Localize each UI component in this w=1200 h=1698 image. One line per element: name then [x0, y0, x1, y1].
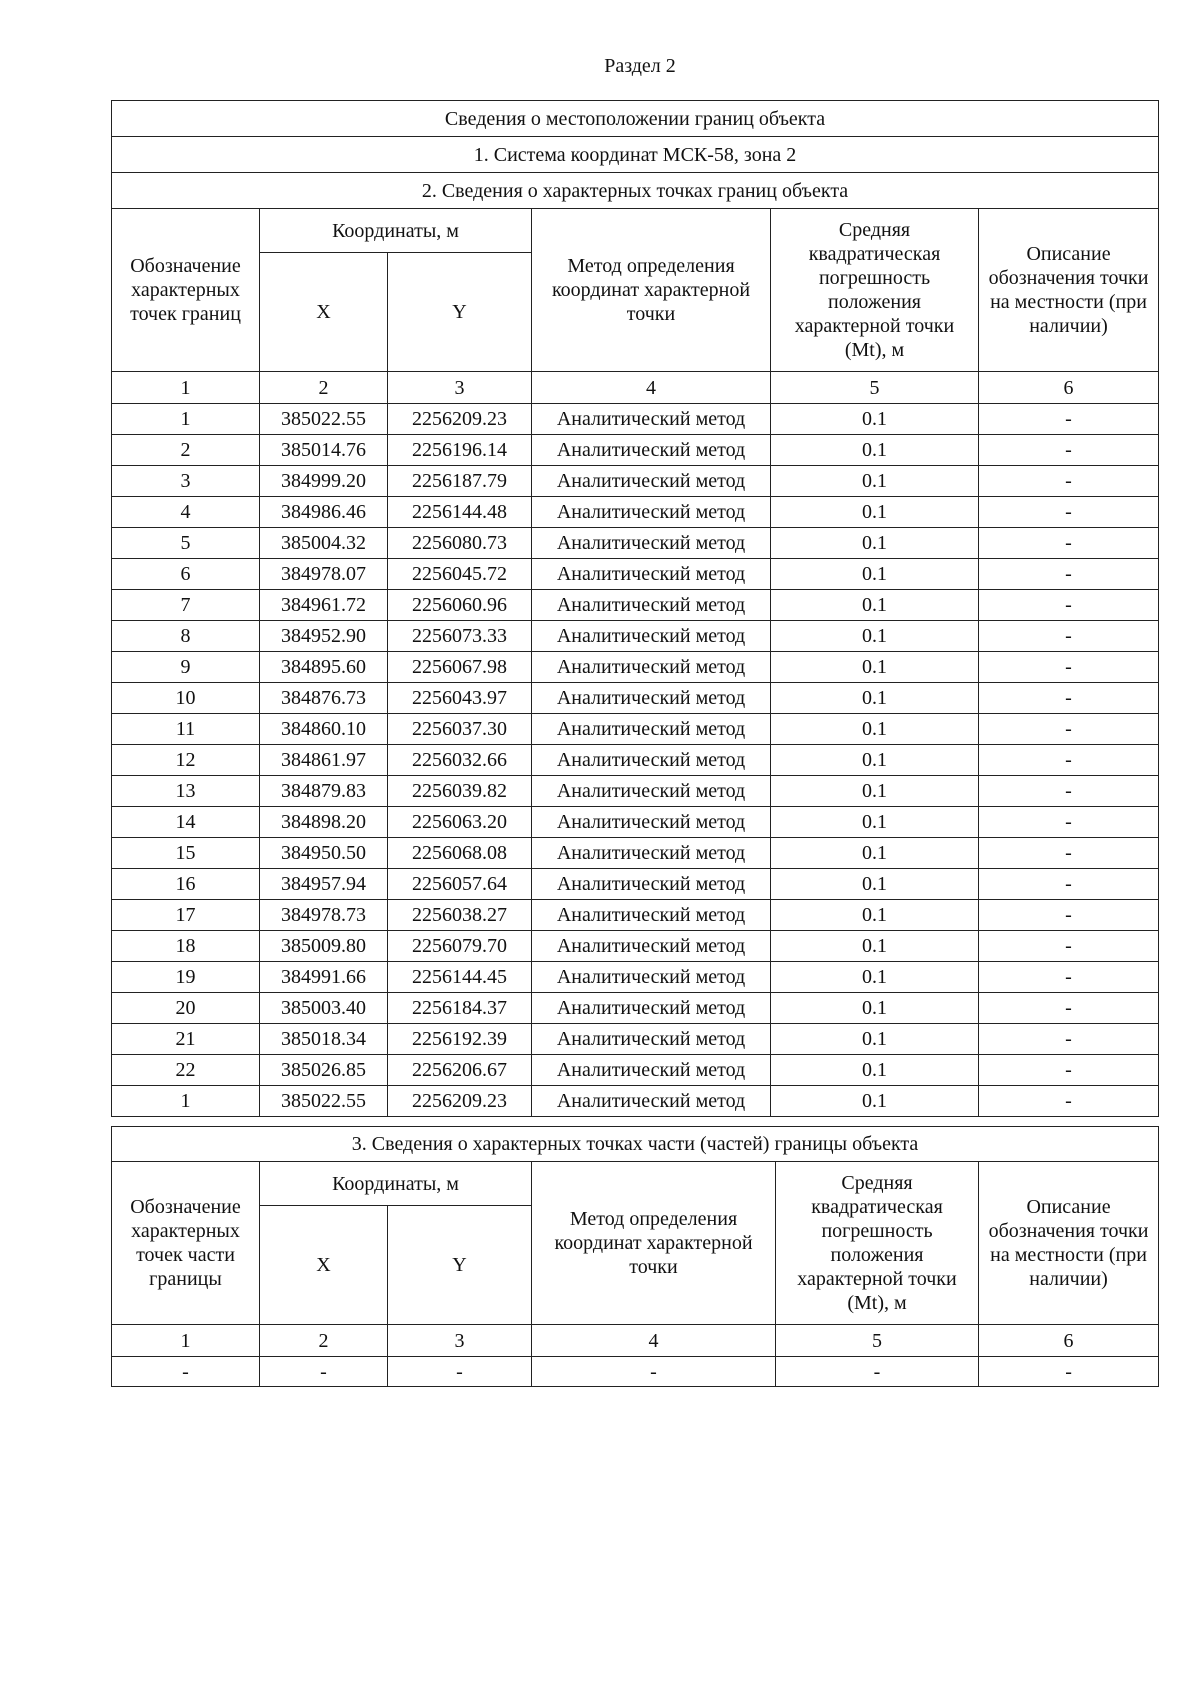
point-number: 7	[112, 590, 260, 621]
x-value: 384986.46	[260, 497, 388, 528]
method-value: Аналитический метод	[532, 590, 771, 621]
x-value: 385026.85	[260, 1055, 388, 1086]
col-description: Описание обозначения точки на местности (при наличии)	[979, 209, 1159, 372]
column-number-row	[112, 372, 1159, 404]
point-number: 19	[112, 962, 260, 993]
section-title: Раздел 2	[604, 55, 676, 77]
method-value: -	[532, 1357, 776, 1387]
description-value: -	[979, 1086, 1159, 1117]
point-number: 5	[112, 528, 260, 559]
mt-value: 0.1	[771, 776, 979, 807]
mt-value: 0.1	[771, 962, 979, 993]
point-number: 14	[112, 807, 260, 838]
y-value: 2256060.96	[388, 590, 532, 621]
y-value: 2256063.20	[388, 807, 532, 838]
mt-value: 0.1	[771, 652, 979, 683]
table-row	[112, 776, 1159, 807]
mt-value: 0.1	[771, 435, 979, 466]
method-value: Аналитический метод	[532, 776, 771, 807]
description-value: -	[979, 1055, 1159, 1086]
y-value: 2256079.70	[388, 931, 532, 962]
mt-value: 0.1	[771, 528, 979, 559]
col-coords: Координаты, м	[260, 209, 532, 253]
x-value: 385003.40	[260, 993, 388, 1024]
table-row	[112, 652, 1159, 683]
column-header-row	[112, 1162, 1159, 1206]
description-value: -	[979, 559, 1159, 590]
x-value: 384861.97	[260, 745, 388, 776]
subsection-3-title: 3. Сведения о характерных точках части (частей) границы объекта	[112, 1127, 1159, 1162]
col-number: 3	[388, 372, 532, 404]
y-value: 2256038.27	[388, 900, 532, 931]
description-value: -	[979, 590, 1159, 621]
mt-value: 0.1	[771, 745, 979, 776]
description-value: -	[979, 714, 1159, 745]
method-value: Аналитический метод	[532, 404, 771, 435]
table-row	[112, 466, 1159, 497]
mt-value: 0.1	[771, 621, 979, 652]
description-value: -	[979, 652, 1159, 683]
table-row	[112, 435, 1159, 466]
col-number: 1	[112, 1325, 260, 1357]
x-value: 384999.20	[260, 466, 388, 497]
description-value: -	[979, 869, 1159, 900]
table-row	[112, 1024, 1159, 1055]
method-value: Аналитический метод	[532, 683, 771, 714]
method-value: Аналитический метод	[532, 869, 771, 900]
x-value: 384898.20	[260, 807, 388, 838]
column-header-row	[112, 209, 1159, 253]
y-value: 2256192.39	[388, 1024, 532, 1055]
method-value: Аналитический метод	[532, 962, 771, 993]
col-number: 6	[979, 1325, 1159, 1357]
table-row	[112, 869, 1159, 900]
main-title: Сведения о местоположении границ объекта	[112, 101, 1159, 137]
method-value: Аналитический метод	[532, 900, 771, 931]
point-number: 8	[112, 621, 260, 652]
description-value: -	[979, 466, 1159, 497]
table-row	[112, 745, 1159, 776]
col-method: Метод определения координат характерной точки	[532, 209, 771, 372]
x-value: 385022.55	[260, 1086, 388, 1117]
point-number: 1	[112, 404, 260, 435]
col-number: 4	[532, 1325, 776, 1357]
method-value: Аналитический метод	[532, 1086, 771, 1117]
description-value: -	[979, 528, 1159, 559]
col-description: Описание обозначения точки на местности (при наличии)	[979, 1162, 1159, 1325]
x-value: 384952.90	[260, 621, 388, 652]
table-row	[112, 1086, 1159, 1117]
point-number: 12	[112, 745, 260, 776]
x-value: 384978.73	[260, 900, 388, 931]
y-value: 2256144.48	[388, 497, 532, 528]
point-number: 22	[112, 1055, 260, 1086]
mt-value: -	[776, 1357, 979, 1387]
table-row	[112, 807, 1159, 838]
mt-value: 0.1	[771, 466, 979, 497]
x-value: 384879.83	[260, 776, 388, 807]
description-value: -	[979, 497, 1159, 528]
mt-value: 0.1	[771, 1086, 979, 1117]
part-boundary-points-table	[111, 1126, 1159, 1387]
mt-value: 0.1	[771, 900, 979, 931]
col-y: Y	[388, 253, 532, 372]
subsection-2-title: 2. Сведения о характерных точках границ объекта	[112, 173, 1159, 209]
x-value: 384895.60	[260, 652, 388, 683]
method-value: Аналитический метод	[532, 621, 771, 652]
mt-value: 0.1	[771, 869, 979, 900]
x-value: 385022.55	[260, 404, 388, 435]
y-value: 2256080.73	[388, 528, 532, 559]
y-value: 2256144.45	[388, 962, 532, 993]
y-value: 2256043.97	[388, 683, 532, 714]
x-value: 384957.94	[260, 869, 388, 900]
table-row	[112, 1055, 1159, 1086]
y-value: 2256045.72	[388, 559, 532, 590]
y-value: 2256073.33	[388, 621, 532, 652]
point-number: 18	[112, 931, 260, 962]
method-value: Аналитический метод	[532, 1024, 771, 1055]
col-number: 3	[388, 1325, 532, 1357]
subsection-2-row	[112, 173, 1159, 209]
y-value: 2256039.82	[388, 776, 532, 807]
method-value: Аналитический метод	[532, 1055, 771, 1086]
description-value: -	[979, 807, 1159, 838]
point-number: -	[112, 1357, 260, 1387]
table-row	[112, 497, 1159, 528]
description-value: -	[979, 838, 1159, 869]
x-value: 385018.34	[260, 1024, 388, 1055]
method-value: Аналитический метод	[532, 714, 771, 745]
x-value: 384860.10	[260, 714, 388, 745]
col-method: Метод определения координат характерной точки	[532, 1162, 776, 1325]
col-x: X	[260, 253, 388, 372]
description-value: -	[979, 435, 1159, 466]
x-value: 384978.07	[260, 559, 388, 590]
col-number: 1	[112, 372, 260, 404]
method-value: Аналитический метод	[532, 528, 771, 559]
table-row	[112, 683, 1159, 714]
col-coords: Координаты, м	[260, 1162, 532, 1206]
point-number: 4	[112, 497, 260, 528]
point-number: 6	[112, 559, 260, 590]
description-value: -	[979, 776, 1159, 807]
main-title-row	[112, 101, 1159, 137]
mt-value: 0.1	[771, 559, 979, 590]
description-value: -	[979, 993, 1159, 1024]
col-number: 5	[776, 1325, 979, 1357]
mt-value: 0.1	[771, 1024, 979, 1055]
method-value: Аналитический метод	[532, 466, 771, 497]
point-number: 1	[112, 1086, 260, 1117]
y-value: 2256037.30	[388, 714, 532, 745]
y-value: 2256032.66	[388, 745, 532, 776]
point-number: 16	[112, 869, 260, 900]
point-number: 10	[112, 683, 260, 714]
description-value: -	[979, 1024, 1159, 1055]
method-value: Аналитический метод	[532, 838, 771, 869]
x-value: 385014.76	[260, 435, 388, 466]
y-value: 2256068.08	[388, 838, 532, 869]
coord-system: 1. Система координат МСК-58, зона 2	[112, 137, 1159, 173]
x-value: 385009.80	[260, 931, 388, 962]
table-row	[112, 528, 1159, 559]
method-value: Аналитический метод	[532, 745, 771, 776]
mt-value: 0.1	[771, 993, 979, 1024]
point-number: 3	[112, 466, 260, 497]
table-row	[112, 838, 1159, 869]
table-row	[112, 590, 1159, 621]
y-value: 2256206.67	[388, 1055, 532, 1086]
table-row	[112, 900, 1159, 931]
y-value: 2256187.79	[388, 466, 532, 497]
col-designation: Обозначение характерных точек границ	[112, 209, 260, 372]
table-row	[112, 931, 1159, 962]
point-number: 17	[112, 900, 260, 931]
point-number: 20	[112, 993, 260, 1024]
description-value: -	[979, 745, 1159, 776]
method-value: Аналитический метод	[532, 497, 771, 528]
y-value: 2256184.37	[388, 993, 532, 1024]
point-number: 15	[112, 838, 260, 869]
x-value: 384991.66	[260, 962, 388, 993]
mt-value: 0.1	[771, 497, 979, 528]
table-row	[112, 993, 1159, 1024]
description-value: -	[979, 1357, 1159, 1387]
table-row	[112, 559, 1159, 590]
mt-value: 0.1	[771, 807, 979, 838]
table-row	[112, 621, 1159, 652]
subsection-3-row	[112, 1127, 1159, 1162]
y-value: 2256057.64	[388, 869, 532, 900]
col-error: Средняя квадратическая погрешность положения характерной точки (Mt), м	[776, 1162, 979, 1325]
x-value: -	[260, 1357, 388, 1387]
y-value: 2256209.23	[388, 1086, 532, 1117]
col-designation-part: Обозначение характерных точек части границы	[112, 1162, 260, 1325]
table-row	[112, 962, 1159, 993]
column-number-row	[112, 1325, 1159, 1357]
table-row	[112, 1357, 1159, 1387]
y-value: 2256209.23	[388, 404, 532, 435]
mt-value: 0.1	[771, 1055, 979, 1086]
col-y: Y	[388, 1206, 532, 1325]
point-number: 9	[112, 652, 260, 683]
mt-value: 0.1	[771, 590, 979, 621]
description-value: -	[979, 683, 1159, 714]
description-value: -	[979, 962, 1159, 993]
col-number: 2	[260, 372, 388, 404]
method-value: Аналитический метод	[532, 931, 771, 962]
point-number: 11	[112, 714, 260, 745]
mt-value: 0.1	[771, 838, 979, 869]
point-number: 13	[112, 776, 260, 807]
method-value: Аналитический метод	[532, 652, 771, 683]
description-value: -	[979, 931, 1159, 962]
table-row	[112, 404, 1159, 435]
description-value: -	[979, 404, 1159, 435]
col-number: 4	[532, 372, 771, 404]
mt-value: 0.1	[771, 714, 979, 745]
method-value: Аналитический метод	[532, 993, 771, 1024]
description-value: -	[979, 621, 1159, 652]
method-value: Аналитический метод	[532, 807, 771, 838]
y-value: 2256196.14	[388, 435, 532, 466]
point-number: 2	[112, 435, 260, 466]
method-value: Аналитический метод	[532, 435, 771, 466]
x-value: 385004.32	[260, 528, 388, 559]
coord-system-row	[112, 137, 1159, 173]
mt-value: 0.1	[771, 931, 979, 962]
mt-value: 0.1	[771, 404, 979, 435]
col-number: 2	[260, 1325, 388, 1357]
x-value: 384961.72	[260, 590, 388, 621]
y-value: -	[388, 1357, 532, 1387]
col-error: Средняя квадратическая погрешность положения характерной точки (Mt), м	[771, 209, 979, 372]
point-number: 21	[112, 1024, 260, 1055]
col-number: 5	[771, 372, 979, 404]
x-value: 384950.50	[260, 838, 388, 869]
mt-value: 0.1	[771, 683, 979, 714]
x-value: 384876.73	[260, 683, 388, 714]
table-row	[112, 714, 1159, 745]
y-value: 2256067.98	[388, 652, 532, 683]
boundary-points-table	[111, 100, 1159, 1117]
col-x: X	[260, 1206, 388, 1325]
description-value: -	[979, 900, 1159, 931]
col-number: 6	[979, 372, 1159, 404]
method-value: Аналитический метод	[532, 559, 771, 590]
